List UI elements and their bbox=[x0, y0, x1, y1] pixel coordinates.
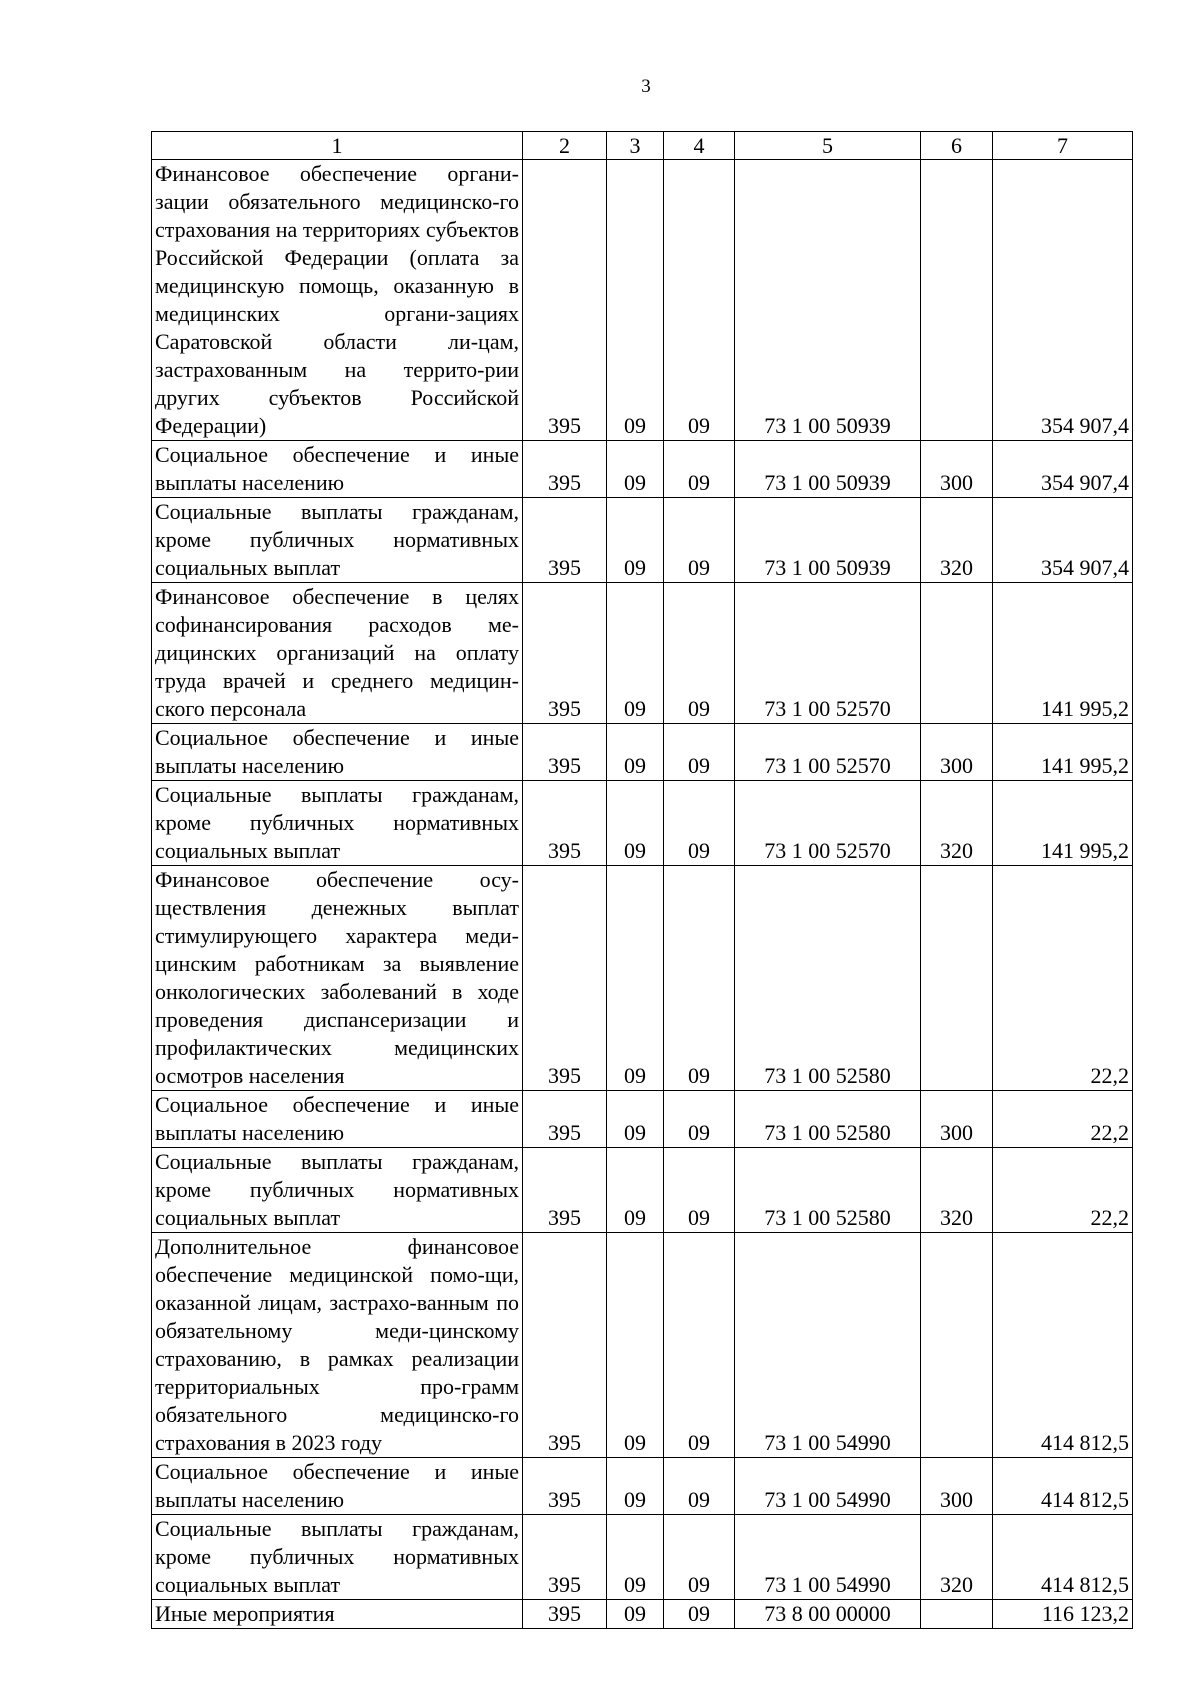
table-row bbox=[152, 781, 1133, 866]
cell-target-article: 73 1 00 54990 bbox=[735, 1515, 921, 1600]
cell-section-code: 09 bbox=[607, 1515, 664, 1600]
row-description: Иные мероприятия bbox=[152, 1600, 523, 1629]
cell-section-code: 09 bbox=[607, 1233, 664, 1458]
column-header: 5 bbox=[735, 132, 921, 160]
column-header: 1 bbox=[152, 132, 523, 160]
cell-ministry-code: 395 bbox=[523, 1091, 607, 1148]
cell-ministry-code: 395 bbox=[523, 1148, 607, 1233]
cell-amount: 354 907,4 bbox=[993, 498, 1133, 583]
cell-amount: 354 907,4 bbox=[993, 441, 1133, 498]
row-description: Социальное обеспечение и иные выплаты населению bbox=[152, 441, 523, 498]
cell-expense-type bbox=[921, 160, 993, 441]
table-row bbox=[152, 583, 1133, 724]
cell-target-article: 73 1 00 52570 bbox=[735, 724, 921, 781]
cell-section-code: 09 bbox=[607, 1091, 664, 1148]
row-description: Финансовое обеспечение в целях софинансирования расходов ме-дицинских организаций на оплату труда врачей и среднего медицин-ского персонала bbox=[152, 583, 523, 724]
column-number-row bbox=[152, 132, 1133, 160]
cell-amount: 414 812,5 bbox=[993, 1233, 1133, 1458]
cell-section-code: 09 bbox=[607, 1458, 664, 1515]
cell-target-article: 73 1 00 54990 bbox=[735, 1233, 921, 1458]
cell-target-article: 73 1 00 54990 bbox=[735, 1458, 921, 1515]
cell-subsection-code: 09 bbox=[664, 1458, 735, 1515]
cell-amount: 414 812,5 bbox=[993, 1515, 1133, 1600]
cell-expense-type: 320 bbox=[921, 1515, 993, 1600]
cell-amount: 354 907,4 bbox=[993, 160, 1133, 441]
cell-ministry-code: 395 bbox=[523, 781, 607, 866]
cell-target-article: 73 1 00 50939 bbox=[735, 160, 921, 441]
cell-ministry-code: 395 bbox=[523, 498, 607, 583]
column-header: 2 bbox=[523, 132, 607, 160]
row-description: Социальные выплаты гражданам, кроме публичных нормативных социальных выплат bbox=[152, 781, 523, 866]
cell-ministry-code: 395 bbox=[523, 1458, 607, 1515]
cell-target-article: 73 1 00 50939 bbox=[735, 498, 921, 583]
cell-expense-type: 300 bbox=[921, 1458, 993, 1515]
cell-section-code: 09 bbox=[607, 1600, 664, 1629]
row-description: Социальное обеспечение и иные выплаты населению bbox=[152, 1091, 523, 1148]
table-row bbox=[152, 1148, 1133, 1233]
cell-section-code: 09 bbox=[607, 866, 664, 1091]
cell-target-article: 73 1 00 52580 bbox=[735, 1148, 921, 1233]
cell-target-article: 73 1 00 50939 bbox=[735, 441, 921, 498]
cell-expense-type bbox=[921, 583, 993, 724]
cell-section-code: 09 bbox=[607, 441, 664, 498]
cell-subsection-code: 09 bbox=[664, 1600, 735, 1629]
cell-ministry-code: 395 bbox=[523, 160, 607, 441]
cell-ministry-code: 395 bbox=[523, 724, 607, 781]
row-description: Финансовое обеспечение органи-зации обязательного медицинско-го страхования на территориях субъектов Российской Федерации (оплата за медицинскую помощь, оказанную в медицинских органи-зациях Саратовской области ли-цам, застрахованным на террито-рии других субъектов Российской Федерации) bbox=[152, 160, 523, 441]
cell-expense-type bbox=[921, 866, 993, 1091]
row-description: Социальные выплаты гражданам, кроме публичных нормативных социальных выплат bbox=[152, 1515, 523, 1600]
cell-target-article: 73 1 00 52580 bbox=[735, 1091, 921, 1148]
cell-expense-type: 300 bbox=[921, 1091, 993, 1148]
table-row bbox=[152, 1233, 1133, 1458]
table-row bbox=[152, 1515, 1133, 1600]
cell-subsection-code: 09 bbox=[664, 160, 735, 441]
cell-subsection-code: 09 bbox=[664, 441, 735, 498]
cell-subsection-code: 09 bbox=[664, 583, 735, 724]
budget-table bbox=[151, 131, 1133, 1629]
cell-ministry-code: 395 bbox=[523, 1600, 607, 1629]
cell-section-code: 09 bbox=[607, 583, 664, 724]
cell-subsection-code: 09 bbox=[664, 866, 735, 1091]
cell-expense-type: 320 bbox=[921, 498, 993, 583]
cell-section-code: 09 bbox=[607, 498, 664, 583]
column-header: 3 bbox=[607, 132, 664, 160]
cell-section-code: 09 bbox=[607, 1148, 664, 1233]
page-number: 3 bbox=[641, 76, 651, 97]
cell-amount: 116 123,2 bbox=[993, 1600, 1133, 1629]
cell-amount: 141 995,2 bbox=[993, 583, 1133, 724]
cell-expense-type bbox=[921, 1600, 993, 1629]
row-description: Социальное обеспечение и иные выплаты населению bbox=[152, 724, 523, 781]
cell-subsection-code: 09 bbox=[664, 1148, 735, 1233]
cell-target-article: 73 1 00 52580 bbox=[735, 866, 921, 1091]
cell-subsection-code: 09 bbox=[664, 1515, 735, 1600]
cell-expense-type: 320 bbox=[921, 781, 993, 866]
cell-subsection-code: 09 bbox=[664, 781, 735, 866]
table-row bbox=[152, 498, 1133, 583]
cell-target-article: 73 8 00 00000 bbox=[735, 1600, 921, 1629]
row-description: Социальные выплаты гражданам, кроме публичных нормативных социальных выплат bbox=[152, 498, 523, 583]
cell-subsection-code: 09 bbox=[664, 1233, 735, 1458]
table-row bbox=[152, 1458, 1133, 1515]
cell-amount: 22,2 bbox=[993, 866, 1133, 1091]
cell-target-article: 73 1 00 52570 bbox=[735, 781, 921, 866]
cell-expense-type: 300 bbox=[921, 441, 993, 498]
cell-subsection-code: 09 bbox=[664, 1091, 735, 1148]
column-header: 6 bbox=[921, 132, 993, 160]
cell-amount: 414 812,5 bbox=[993, 1458, 1133, 1515]
cell-ministry-code: 395 bbox=[523, 866, 607, 1091]
row-description: Социальные выплаты гражданам, кроме публичных нормативных социальных выплат bbox=[152, 1148, 523, 1233]
cell-expense-type bbox=[921, 1233, 993, 1458]
cell-ministry-code: 395 bbox=[523, 583, 607, 724]
cell-section-code: 09 bbox=[607, 160, 664, 441]
row-description: Социальное обеспечение и иные выплаты населению bbox=[152, 1458, 523, 1515]
cell-subsection-code: 09 bbox=[664, 724, 735, 781]
cell-amount: 141 995,2 bbox=[993, 781, 1133, 866]
cell-amount: 141 995,2 bbox=[993, 724, 1133, 781]
row-description: Дополнительное финансовое обеспечение медицинской помо-щи, оказанной лицам, застрахо-ванным по обязательному меди-цинскому страхованию, в рамках реализации территориальных про-грамм обязательного медицинско-го страхования в 2023 году bbox=[152, 1233, 523, 1458]
column-header: 7 bbox=[993, 132, 1133, 160]
table-row bbox=[152, 724, 1133, 781]
cell-subsection-code: 09 bbox=[664, 498, 735, 583]
table-row bbox=[152, 866, 1133, 1091]
cell-amount: 22,2 bbox=[993, 1148, 1133, 1233]
table-row bbox=[152, 441, 1133, 498]
cell-section-code: 09 bbox=[607, 724, 664, 781]
cell-expense-type: 320 bbox=[921, 1148, 993, 1233]
cell-target-article: 73 1 00 52570 bbox=[735, 583, 921, 724]
cell-amount: 22,2 bbox=[993, 1091, 1133, 1148]
table-row bbox=[152, 1600, 1133, 1629]
column-header: 4 bbox=[664, 132, 735, 160]
cell-ministry-code: 395 bbox=[523, 1515, 607, 1600]
cell-expense-type: 300 bbox=[921, 724, 993, 781]
table-row bbox=[152, 160, 1133, 441]
table-row bbox=[152, 1091, 1133, 1148]
cell-ministry-code: 395 bbox=[523, 1233, 607, 1458]
cell-ministry-code: 395 bbox=[523, 441, 607, 498]
row-description: Финансовое обеспечение осу-ществления денежных выплат стимулирующего характера меди-цинским работникам за выявление онкологических заболеваний в ходе проведения диспансеризации и профилактических медицинских осмотров населения bbox=[152, 866, 523, 1091]
cell-section-code: 09 bbox=[607, 781, 664, 866]
